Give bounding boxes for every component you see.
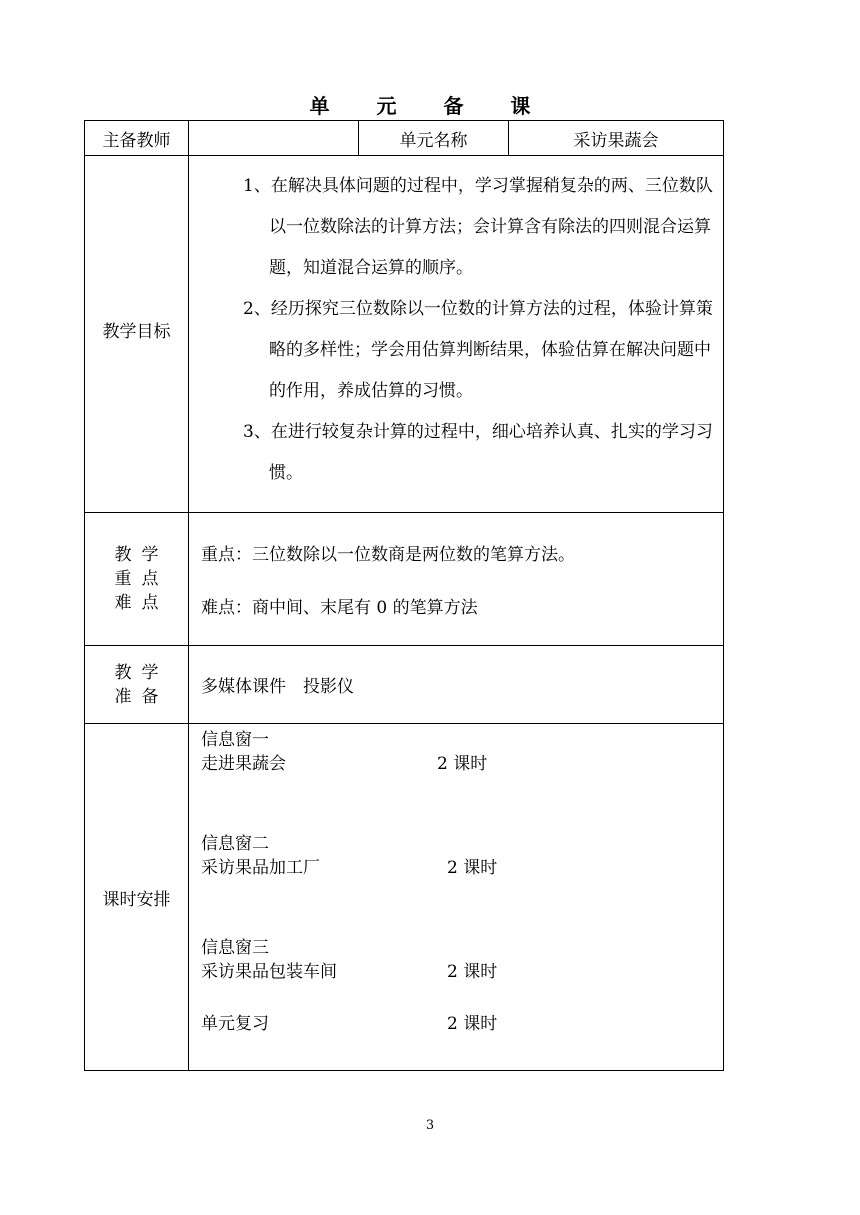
key-points-row	[85, 513, 724, 646]
preparation-row	[85, 646, 724, 724]
objectives-row	[85, 156, 724, 513]
schedule-window-2-hours: 2 课时	[447, 858, 498, 878]
objective-item-1: 1、在解决具体问题的过程中，学习掌握稍复杂的两、三位数队以一位数除法的计算方法；会计算含有除法的四则混合运算题，知道混合运算的顺序。	[243, 176, 713, 278]
schedule-window-1-hours: 2 课时	[437, 754, 488, 774]
schedule-window-2-title: 信息窗二	[201, 834, 269, 854]
schedule-row	[85, 724, 724, 1071]
key-points-label-line-1: 教学	[114, 545, 169, 565]
objective-item-2: 2、经历探究三位数除以一位数的计算方法的过程，体验计算策略的多样性；学会用估算判断结果，体验估算在解决问题中的作用，养成估算的习惯。	[243, 299, 713, 401]
preparation-label-line-1: 教学	[114, 662, 169, 683]
unit-name-label: 单元名称	[359, 121, 509, 156]
key-points-content	[189, 513, 724, 646]
schedule-content	[189, 724, 724, 1071]
schedule-review-name: 单元复习	[201, 1014, 269, 1034]
preparation-label	[85, 646, 189, 724]
schedule-review-row	[201, 1012, 723, 1036]
schedule-window-3-hours: 2 课时	[447, 962, 498, 982]
page-title: 单 元 备 课	[309, 94, 551, 118]
objective-item-3: 3、在进行较复杂计算的过程中，细心培养认真、扎实的学习习惯。	[243, 422, 713, 483]
key-point-text: 重点：三位数除以一位数商是两位数的笔算方法。	[201, 545, 575, 565]
teacher-label: 主备教师	[85, 121, 189, 156]
schedule-window-3-title: 信息窗三	[201, 938, 269, 958]
unit-name-value: 采访果蔬会	[509, 121, 724, 156]
schedule-window-1-row	[201, 752, 723, 776]
page-number: 3	[425, 1118, 435, 1133]
schedule-window-3-row	[201, 960, 723, 984]
preparation-text: 多媒体课件 投影仪	[201, 677, 354, 697]
schedule-window-1-name: 走进果蔬会	[201, 754, 286, 774]
schedule-window-3-name: 采访果品包装车间	[201, 962, 337, 982]
header-row	[85, 121, 724, 156]
unit-plan-table	[84, 120, 724, 1071]
schedule-window-2-name: 采访果品加工厂	[201, 858, 320, 878]
key-points-label	[85, 513, 189, 646]
schedule-label: 课时安排	[85, 724, 189, 1071]
key-points-label-line-3: 难点	[114, 593, 169, 613]
teacher-value	[189, 121, 359, 156]
objectives-label: 教学目标	[85, 156, 189, 513]
difficulty-text: 难点：商中间、末尾有 0 的笔算方法	[201, 598, 478, 618]
schedule-window-1-title: 信息窗一	[201, 730, 269, 750]
preparation-content	[189, 646, 724, 724]
schedule-review-hours: 2 课时	[447, 1014, 498, 1034]
key-points-label-line-2: 重点	[114, 569, 169, 589]
objectives-content	[189, 156, 724, 513]
schedule-window-2-row	[201, 856, 723, 880]
preparation-label-line-2: 准备	[114, 686, 169, 707]
